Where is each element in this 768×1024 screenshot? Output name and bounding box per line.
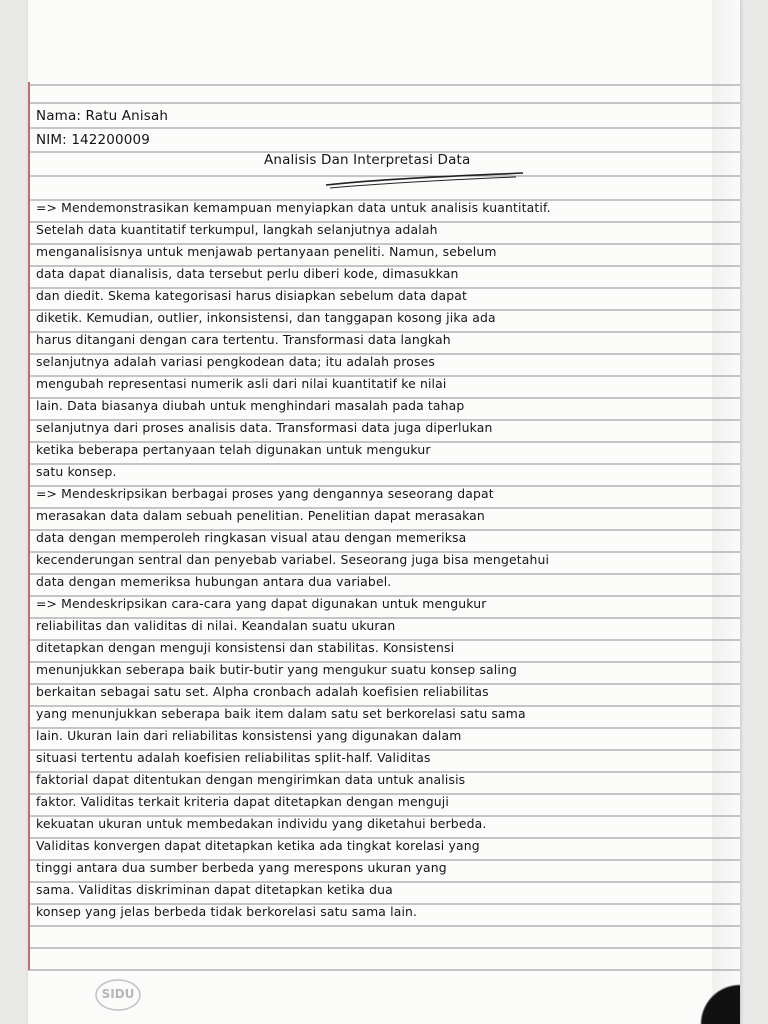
text-line: merasakan data dalam sebuah penelitian. Penelitian dapat merasakan xyxy=(36,508,485,523)
text-line: => Mendeskripsikan cara-cara yang dapat digunakan untuk mengukur xyxy=(36,596,487,611)
corner-shadow xyxy=(700,954,740,1024)
text-line: selanjutnya dari proses analisis data. Transformasi data juga diperlukan xyxy=(36,420,493,435)
text-line: kecenderungan sentral dan penyebab variabel. Seseorang juga bisa mengetahui xyxy=(36,552,550,567)
text-line: kekuatan ukuran untuk membedakan individu yang diketahui berbeda. xyxy=(36,816,487,831)
text-line: reliabilitas dan validitas di nilai. Keandalan suatu ukuran xyxy=(36,618,396,633)
text-line: data dengan memperoleh ringkasan visual atau dengan memeriksa xyxy=(36,530,467,545)
student-nim: NIM: 142200009 xyxy=(36,132,150,148)
text-line: dan diedit. Skema kategorisasi harus disiapkan sebelum data dapat xyxy=(36,288,467,303)
text-line: data dapat dianalisis, data tersebut perlu diberi kode, dimasukkan xyxy=(36,266,459,281)
text-line: berkaitan sebagai satu set. Alpha cronbach adalah koefisien reliabilitas xyxy=(36,684,489,699)
text-line: diketik. Kemudian, outlier, inkonsistensi, dan tanggapan kosong jika ada xyxy=(36,310,496,325)
text-line: mengubah representasi numerik asli dari nilai kuantitatif ke nilai xyxy=(36,376,447,391)
notebook-page xyxy=(28,0,740,1024)
text-line: selanjutnya adalah variasi pengkodean data; itu adalah proses xyxy=(36,354,435,369)
text-line: satu konsep. xyxy=(36,464,117,479)
text-line: ketika beberapa pertanyaan telah digunakan untuk mengukur xyxy=(36,442,431,457)
text-line: ditetapkan dengan menguji konsistensi dan stabilitas. Konsistensi xyxy=(36,640,455,655)
text-line: data dengan memeriksa hubungan antara dua variabel. xyxy=(36,574,392,589)
logo-text: SIDU xyxy=(101,987,135,1001)
margin-line xyxy=(28,82,30,970)
text-line: => Mendeskripsikan berbagai proses yang dengannya seseorang dapat xyxy=(36,486,494,501)
text-line: harus ditangani dengan cara tertentu. Transformasi data langkah xyxy=(36,332,451,347)
text-line: situasi tertentu adalah koefisien reliabilitas split-half. Validitas xyxy=(36,750,431,765)
text-line: sama. Validitas diskriminan dapat ditetapkan ketika dua xyxy=(36,882,393,897)
student-name: Nama: Ratu Anisah xyxy=(36,108,169,124)
text-line: lain. Data biasanya diubah untuk menghindari masalah pada tahap xyxy=(36,398,465,413)
text-line: menunjukkan seberapa baik butir-butir yang mengukur suatu konsep saling xyxy=(36,662,518,677)
text-line: Setelah data kuantitatif terkumpul, langkah selanjutnya adalah xyxy=(36,222,438,237)
text-line: menganalisisnya untuk menjawab pertanyaan peneliti. Namun, sebelum xyxy=(36,244,497,259)
text-line: yang menunjukkan seberapa baik item dalam satu set berkorelasi satu sama xyxy=(36,706,526,721)
page-title: Analisis Dan Interpretasi Data xyxy=(264,152,471,168)
text-line: lain. Ukuran lain dari reliabilitas konsistensi yang digunakan dalam xyxy=(36,728,462,743)
text-line: Validitas konvergen dapat ditetapkan ketika ada tingkat korelasi yang xyxy=(36,838,480,853)
text-line: => Mendemonstrasikan kemampuan menyiapkan data untuk analisis kuantitatif. xyxy=(36,200,551,215)
text-line: faktor. Validitas terkait kriteria dapat ditetapkan dengan menguji xyxy=(36,794,449,809)
text-line: faktorial dapat ditentukan dengan mengirimkan data untuk analisis xyxy=(36,772,466,787)
notebook-brand-logo xyxy=(94,978,142,1012)
text-line: tinggi antara dua sumber berbeda yang merespons ukuran yang xyxy=(36,860,447,875)
text-line: konsep yang jelas berbeda tidak berkorelasi satu sama lain. xyxy=(36,904,418,919)
title-underline xyxy=(318,170,533,190)
